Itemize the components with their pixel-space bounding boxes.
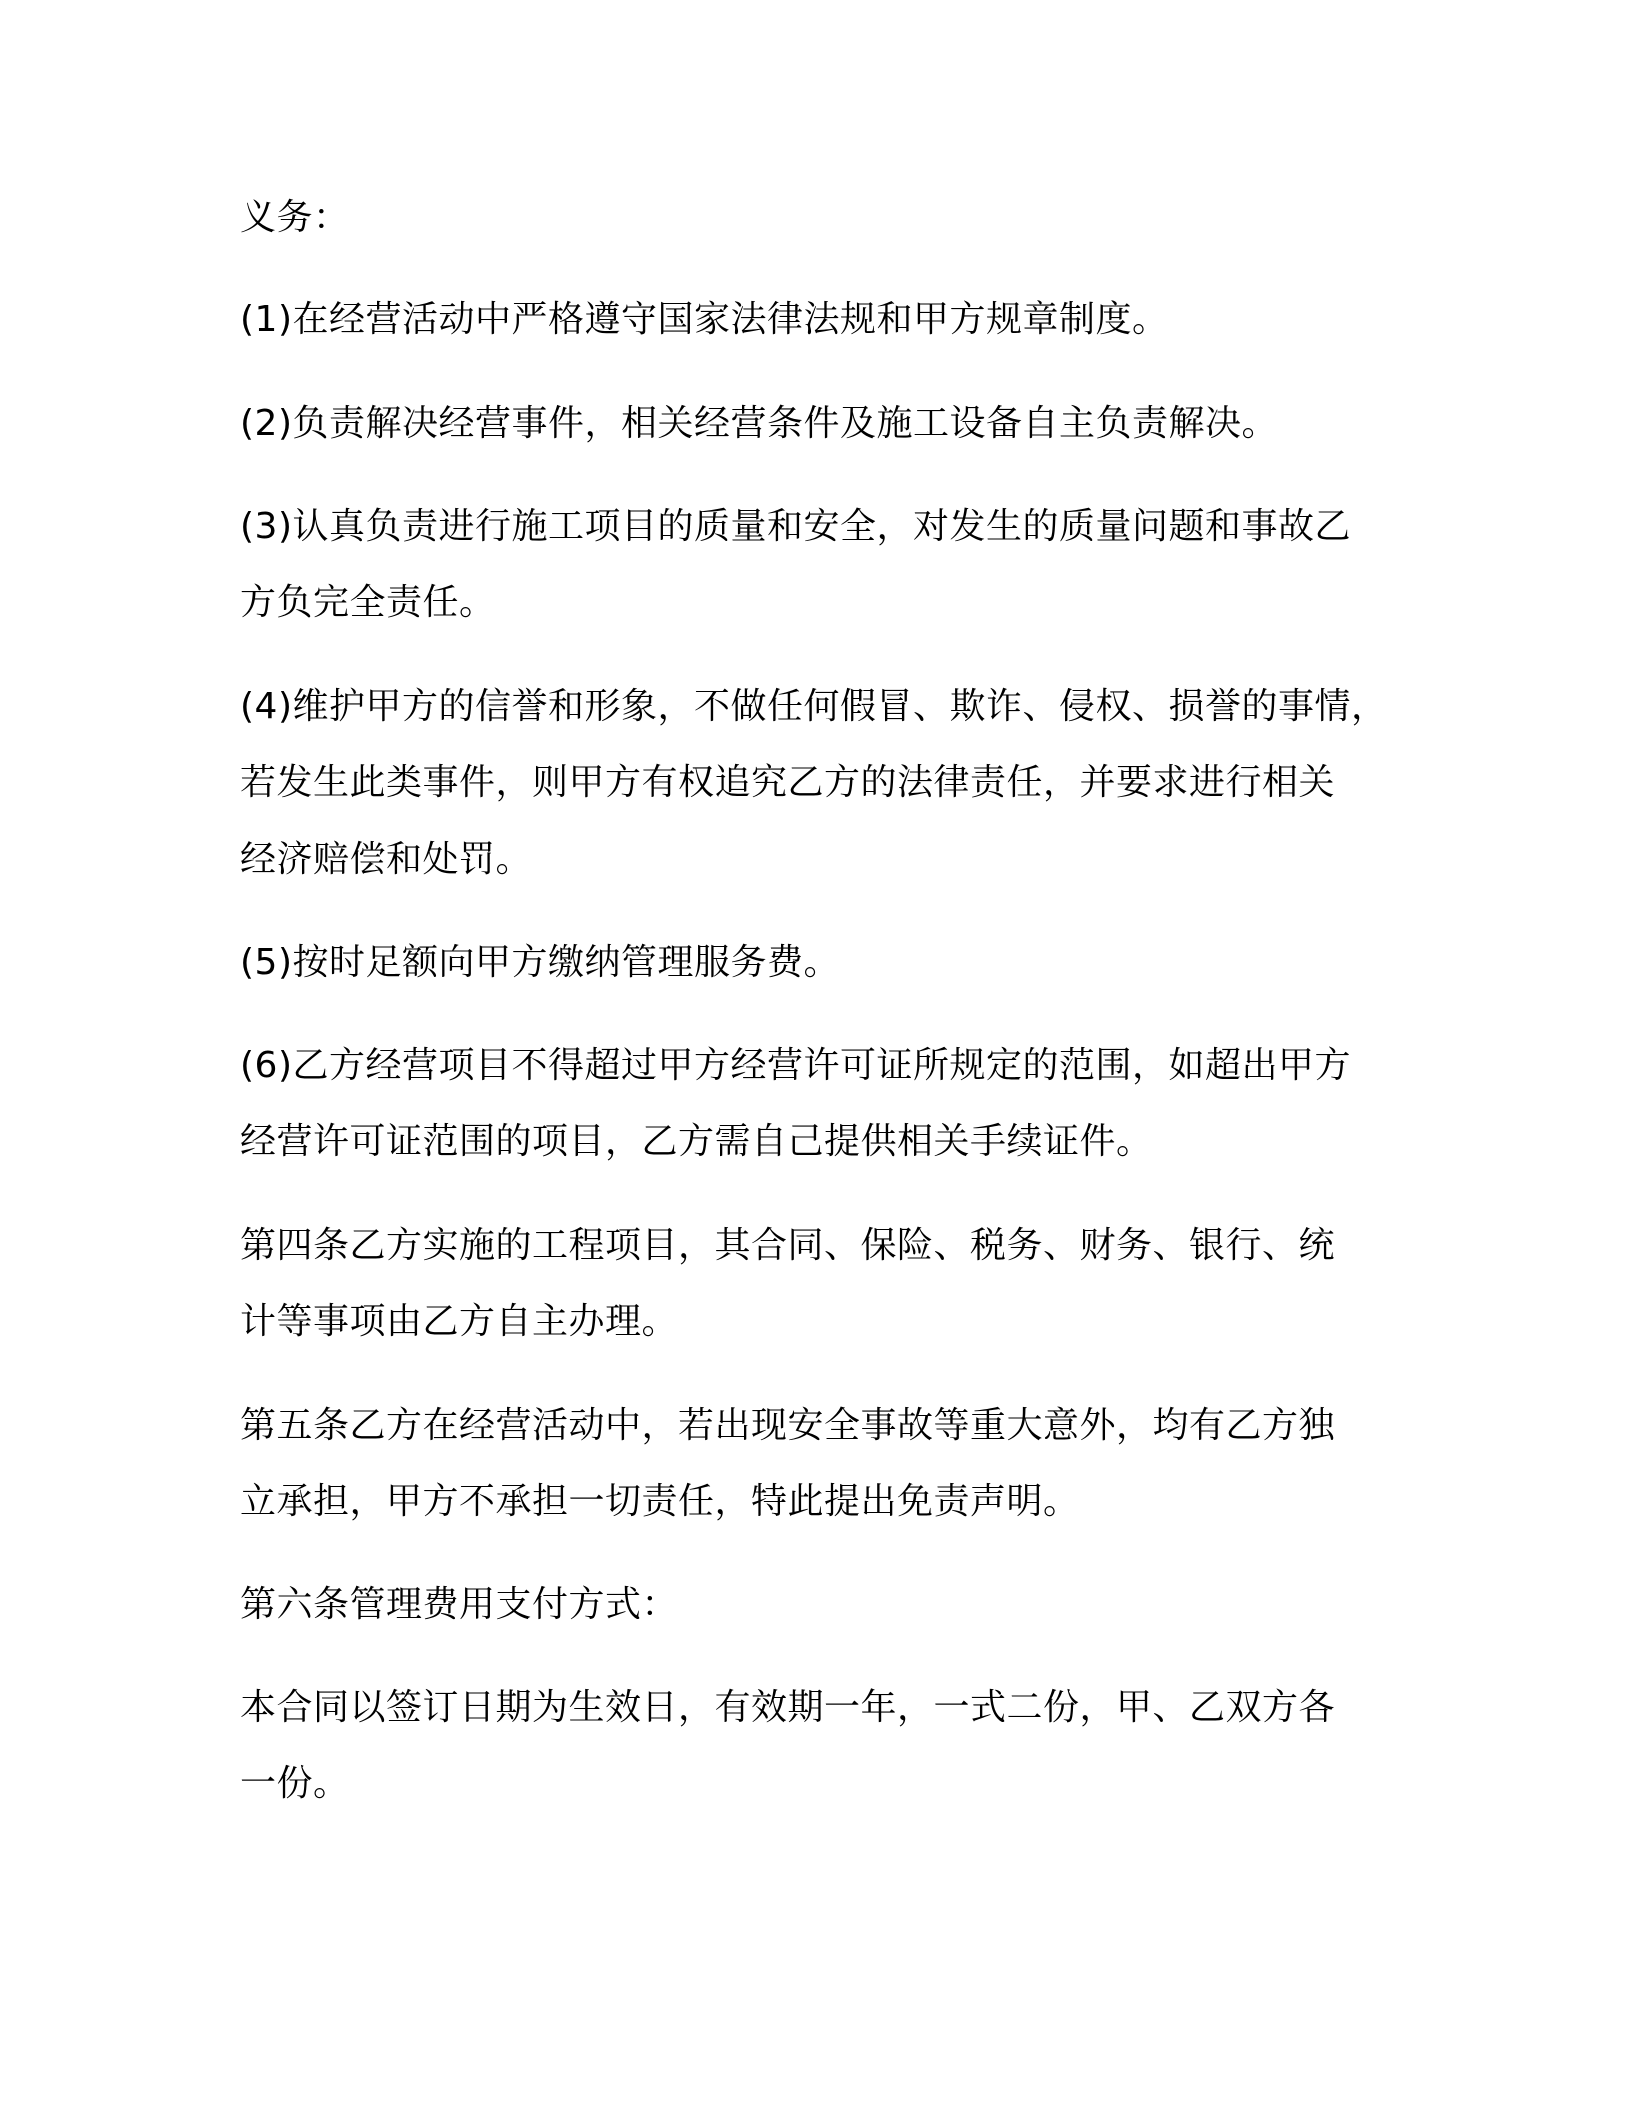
clause-3-line-2: 方负完全责任。 (240, 582, 496, 623)
clause-5-line-1: (5)按时足额向甲方缴纳管理服务费。 (240, 942, 840, 983)
contract-term-line-2: 一份。 (240, 1763, 350, 1804)
article-5-line-2: 立承担，甲方不承担一切责任，特此提出免责声明。 (240, 1481, 1080, 1522)
clause-1-line-1: (1)在经营活动中严格遵守国家法律法规和甲方规章制度。 (240, 299, 1169, 340)
article-6-heading: 第六条管理费用支付方式： (240, 1584, 679, 1625)
clause-2-line-1: (2)负责解决经营事件，相关经营条件及施工设备自主负责解决。 (240, 403, 1278, 444)
clause-4-line-1: (4)维护甲方的信誉和形象，不做任何假冒、欺诈、侵权、损誉的事情， (240, 686, 1388, 727)
article-5-line-1: 第五条乙方在经营活动中，若出现安全事故等重大意外，均有乙方独 (240, 1405, 1336, 1446)
clause-4-line-3: 经济赔偿和处罚。 (240, 839, 533, 880)
clause-6-line-1: (6)乙方经营项目不得超过甲方经营许可证所规定的范围，如超出甲方 (240, 1045, 1351, 1086)
clause-3-line-1: (3)认真负责进行施工项目的质量和安全，对发生的质量问题和事故乙 (240, 506, 1351, 547)
article-4-line-2: 计等事项由乙方自主办理。 (240, 1301, 679, 1342)
obligations-heading: 义务： (240, 197, 350, 238)
clause-6-line-2: 经营许可证范围的项目，乙方需自己提供相关手续证件。 (240, 1121, 1153, 1162)
clause-4-line-2: 若发生此类事件，则甲方有权追究乙方的法律责任，并要求进行相关 (240, 762, 1336, 803)
contract-term-line-1: 本合同以签订日期为生效日，有效期一年，一式二份，甲、乙双方各 (240, 1687, 1336, 1728)
article-4-line-1: 第四条乙方实施的工程项目，其合同、保险、税务、财务、银行、统 (240, 1225, 1336, 1266)
